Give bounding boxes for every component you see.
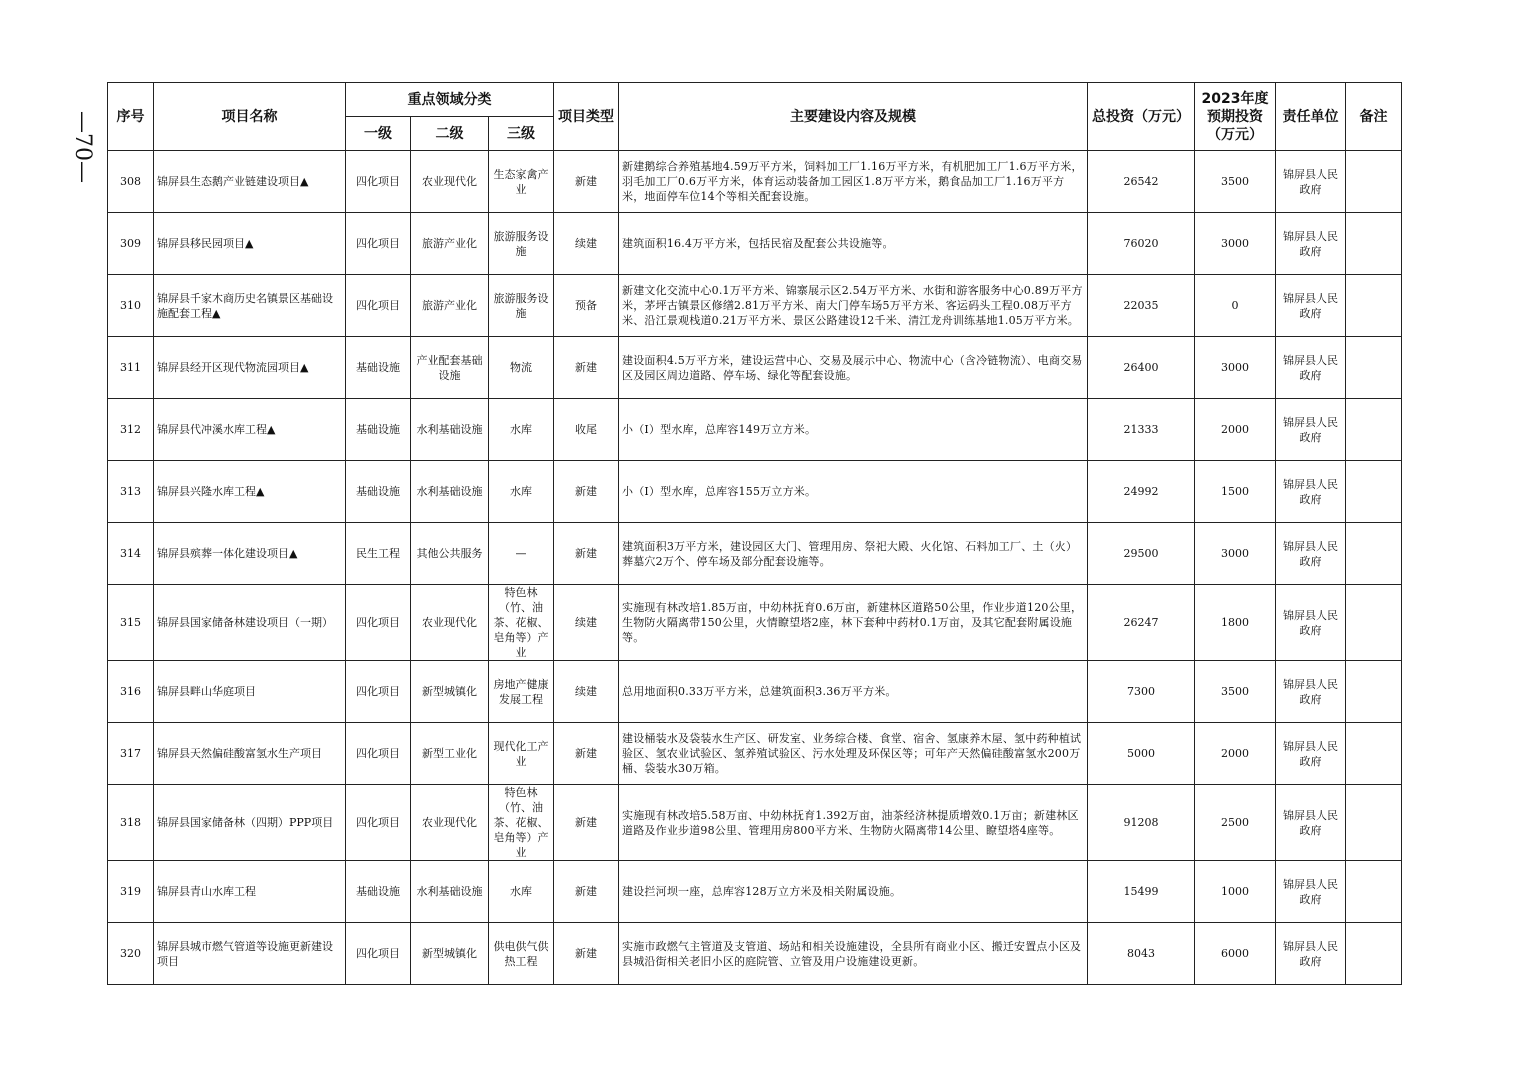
cell-name: 锦屏县移民园项目▲ bbox=[154, 213, 346, 275]
header-level2: 二级 bbox=[411, 117, 489, 151]
cell-seq: 316 bbox=[108, 661, 154, 723]
table-row bbox=[108, 275, 1402, 337]
cell-content: 实施现有林改培5.58万亩、中幼林抚育1.392万亩，油茶经济林提质增效0.1万亩；新建林区道路及作业步道98公里、管理用房800平方米、生物防火隔离带14公里、瞭望塔4座等。 bbox=[619, 785, 1088, 861]
cell-level3: 生态家禽产业 bbox=[489, 151, 554, 213]
cell-level3: 房地产健康发展工程 bbox=[489, 661, 554, 723]
cell-type: 预备 bbox=[554, 275, 619, 337]
cell-planned: 2000 bbox=[1195, 399, 1276, 461]
cell-level3: 物流 bbox=[489, 337, 554, 399]
cell-total: 7300 bbox=[1088, 661, 1195, 723]
cell-level2: 新型工业化 bbox=[411, 723, 489, 785]
cell-level1: 基础设施 bbox=[346, 461, 411, 523]
cell-level1: 四化项目 bbox=[346, 213, 411, 275]
cell-total: 8043 bbox=[1088, 923, 1195, 985]
header-type: 项目类型 bbox=[554, 83, 619, 151]
cell-content: 实施现有林改培1.85万亩，中幼林抚育0.6万亩，新建林区道路50公里，作业步道120公里，生物防火隔离带150公里，火情瞭望塔2座，林下套种中药材0.1万亩，及其它配套附属设施等。 bbox=[619, 585, 1088, 661]
cell-level2: 旅游产业化 bbox=[411, 213, 489, 275]
table-body bbox=[108, 151, 1402, 985]
cell-content: 实施市政燃气主管道及支管道、场站和相关设施建设，全县所有商业小区、搬迁安置点小区及县城沿街相关老旧小区的庭院管、立管及用户设施建设更新。 bbox=[619, 923, 1088, 985]
cell-seq: 308 bbox=[108, 151, 154, 213]
cell-content: 建筑面积16.4万平方米，包括民宿及配套公共设施等。 bbox=[619, 213, 1088, 275]
cell-remark bbox=[1346, 785, 1402, 861]
cell-total: 29500 bbox=[1088, 523, 1195, 585]
cell-seq: 315 bbox=[108, 585, 154, 661]
cell-name: 锦屏县国家储备林建设项目（一期） bbox=[154, 585, 346, 661]
cell-type: 续建 bbox=[554, 661, 619, 723]
cell-remark bbox=[1346, 661, 1402, 723]
header-seq: 序号 bbox=[108, 83, 154, 151]
cell-seq: 310 bbox=[108, 275, 154, 337]
cell-level3: 旅游服务设施 bbox=[489, 213, 554, 275]
cell-content: 建设桶装水及袋装水生产区、研发室、业务综合楼、食堂、宿舍、氢康养木屋、氢中药种植试验区、氢农业试验区、氢养殖试验区、污水处理及环保区等；可年产天然偏硅酸富氢水200万桶、袋装水30万箱。 bbox=[619, 723, 1088, 785]
cell-unit: 锦屏县人民政府 bbox=[1276, 337, 1346, 399]
table-row bbox=[108, 337, 1402, 399]
cell-planned: 3000 bbox=[1195, 337, 1276, 399]
cell-remark bbox=[1346, 213, 1402, 275]
cell-total: 76020 bbox=[1088, 213, 1195, 275]
cell-name: 锦屏县国家储备林（四期）PPP项目 bbox=[154, 785, 346, 861]
cell-remark bbox=[1346, 337, 1402, 399]
cell-level2: 产业配套基础设施 bbox=[411, 337, 489, 399]
cell-total: 15499 bbox=[1088, 861, 1195, 923]
cell-level3: 特色林（竹、油茶、花椒、皂角等）产业 bbox=[489, 585, 554, 661]
cell-planned: 6000 bbox=[1195, 923, 1276, 985]
table-row bbox=[108, 785, 1402, 861]
cell-unit: 锦屏县人民政府 bbox=[1276, 661, 1346, 723]
cell-level3: 供电供气供热工程 bbox=[489, 923, 554, 985]
cell-seq: 311 bbox=[108, 337, 154, 399]
cell-total: 91208 bbox=[1088, 785, 1195, 861]
table-row bbox=[108, 661, 1402, 723]
cell-seq: 317 bbox=[108, 723, 154, 785]
cell-level1: 四化项目 bbox=[346, 151, 411, 213]
cell-level3: 水库 bbox=[489, 461, 554, 523]
cell-level2: 农业现代化 bbox=[411, 785, 489, 861]
cell-level1: 四化项目 bbox=[346, 275, 411, 337]
cell-total: 5000 bbox=[1088, 723, 1195, 785]
header-domain-group: 重点领域分类 bbox=[346, 83, 554, 117]
table-row bbox=[108, 723, 1402, 785]
cell-unit: 锦屏县人民政府 bbox=[1276, 585, 1346, 661]
table-row bbox=[108, 151, 1402, 213]
cell-content: 新建文化交流中心0.1万平方米、锦寨展示区2.54万平方米、水街和游客服务中心0.89万平方米，茅坪古镇景区修缮2.81万平方米、南大门停车场5万平方米、客运码头工程0.08万平方米、沿江景观栈道0.21万平方米、景区公路建设12千米、清江龙舟训练基地1.05万平方米。 bbox=[619, 275, 1088, 337]
cell-name: 锦屏县生态鹅产业链建设项目▲ bbox=[154, 151, 346, 213]
table-row bbox=[108, 399, 1402, 461]
cell-type: 新建 bbox=[554, 461, 619, 523]
cell-total: 26542 bbox=[1088, 151, 1195, 213]
cell-level3: 水库 bbox=[489, 399, 554, 461]
table-row bbox=[108, 213, 1402, 275]
cell-level2: 其他公共服务 bbox=[411, 523, 489, 585]
cell-unit: 锦屏县人民政府 bbox=[1276, 785, 1346, 861]
cell-level2: 农业现代化 bbox=[411, 585, 489, 661]
cell-planned: 1500 bbox=[1195, 461, 1276, 523]
cell-remark bbox=[1346, 151, 1402, 213]
cell-level3: 特色林（竹、油茶、花椒、皂角等）产业 bbox=[489, 785, 554, 861]
header-level1: 一级 bbox=[346, 117, 411, 151]
cell-unit: 锦屏县人民政府 bbox=[1276, 461, 1346, 523]
cell-seq: 313 bbox=[108, 461, 154, 523]
cell-level3: — bbox=[489, 523, 554, 585]
cell-planned: 0 bbox=[1195, 275, 1276, 337]
cell-name: 锦屏县天然偏硅酸富氢水生产项目 bbox=[154, 723, 346, 785]
table-row bbox=[108, 861, 1402, 923]
cell-content: 建筑面积3万平方米，建设园区大门、管理用房、祭祀大殿、火化馆、石料加工厂、土（火）葬墓穴2万个、停车场及部分配套设施等。 bbox=[619, 523, 1088, 585]
cell-remark bbox=[1346, 861, 1402, 923]
cell-unit: 锦屏县人民政府 bbox=[1276, 923, 1346, 985]
header-remark: 备注 bbox=[1346, 83, 1402, 151]
table-row bbox=[108, 923, 1402, 985]
cell-seq: 314 bbox=[108, 523, 154, 585]
cell-content: 小（Ⅰ）型水库，总库容149万立方米。 bbox=[619, 399, 1088, 461]
cell-type: 续建 bbox=[554, 213, 619, 275]
cell-total: 22035 bbox=[1088, 275, 1195, 337]
cell-level1: 四化项目 bbox=[346, 661, 411, 723]
cell-planned: 3000 bbox=[1195, 213, 1276, 275]
header-unit: 责任单位 bbox=[1276, 83, 1346, 151]
cell-remark bbox=[1346, 723, 1402, 785]
cell-type: 新建 bbox=[554, 723, 619, 785]
cell-unit: 锦屏县人民政府 bbox=[1276, 723, 1346, 785]
cell-seq: 318 bbox=[108, 785, 154, 861]
cell-total: 21333 bbox=[1088, 399, 1195, 461]
header-planned: 2023年度预期投资（万元） bbox=[1195, 83, 1276, 151]
header-content: 主要建设内容及规模 bbox=[619, 83, 1088, 151]
cell-planned: 1000 bbox=[1195, 861, 1276, 923]
cell-seq: 309 bbox=[108, 213, 154, 275]
cell-unit: 锦屏县人民政府 bbox=[1276, 275, 1346, 337]
cell-level3: 旅游服务设施 bbox=[489, 275, 554, 337]
cell-total: 26247 bbox=[1088, 585, 1195, 661]
cell-content: 建设面积4.5万平方米，建设运营中心、交易及展示中心、物流中心（含冷链物流）、电商交易区及园区周边道路、停车场、绿化等配套设施。 bbox=[619, 337, 1088, 399]
cell-name: 锦屏县殡葬一体化建设项目▲ bbox=[154, 523, 346, 585]
project-table bbox=[107, 82, 1402, 985]
cell-unit: 锦屏县人民政府 bbox=[1276, 151, 1346, 213]
cell-remark bbox=[1346, 523, 1402, 585]
cell-level1: 四化项目 bbox=[346, 585, 411, 661]
cell-planned: 3000 bbox=[1195, 523, 1276, 585]
cell-seq: 319 bbox=[108, 861, 154, 923]
cell-level1: 基础设施 bbox=[346, 399, 411, 461]
cell-level1: 基础设施 bbox=[346, 337, 411, 399]
cell-level2: 新型城镇化 bbox=[411, 661, 489, 723]
header-total: 总投资（万元） bbox=[1088, 83, 1195, 151]
cell-level2: 新型城镇化 bbox=[411, 923, 489, 985]
cell-seq: 320 bbox=[108, 923, 154, 985]
table-row bbox=[108, 523, 1402, 585]
cell-name: 锦屏县畔山华庭项目 bbox=[154, 661, 346, 723]
cell-remark bbox=[1346, 585, 1402, 661]
cell-name: 锦屏县城市燃气管道等设施更新建设项目 bbox=[154, 923, 346, 985]
cell-level1: 四化项目 bbox=[346, 923, 411, 985]
cell-level2: 水利基础设施 bbox=[411, 461, 489, 523]
cell-level2: 旅游产业化 bbox=[411, 275, 489, 337]
cell-unit: 锦屏县人民政府 bbox=[1276, 399, 1346, 461]
table-header bbox=[108, 83, 1402, 151]
cell-remark bbox=[1346, 275, 1402, 337]
cell-content: 建设拦河坝一座，总库容128万立方米及相关附属设施。 bbox=[619, 861, 1088, 923]
cell-type: 新建 bbox=[554, 523, 619, 585]
table-row bbox=[108, 585, 1402, 661]
cell-level2: 水利基础设施 bbox=[411, 861, 489, 923]
cell-type: 新建 bbox=[554, 923, 619, 985]
cell-type: 新建 bbox=[554, 151, 619, 213]
cell-level3: 水库 bbox=[489, 861, 554, 923]
cell-content: 小（Ⅰ）型水库，总库容155万立方米。 bbox=[619, 461, 1088, 523]
cell-name: 锦屏县千家木商历史名镇景区基础设施配套工程▲ bbox=[154, 275, 346, 337]
cell-name: 锦屏县青山水库工程 bbox=[154, 861, 346, 923]
cell-level2: 水利基础设施 bbox=[411, 399, 489, 461]
cell-content: 新建鹅综合养殖基地4.59万平方米，饲料加工厂1.16万平方米，有机肥加工厂1.6万平方米，羽毛加工厂0.6万平方米，体育运动装备加工园区1.8万平方米，鹅食品加工厂1.16万平方米，地面停车位14个等相关配套设施。 bbox=[619, 151, 1088, 213]
cell-type: 新建 bbox=[554, 337, 619, 399]
cell-unit: 锦屏县人民政府 bbox=[1276, 523, 1346, 585]
cell-total: 26400 bbox=[1088, 337, 1195, 399]
cell-type: 新建 bbox=[554, 785, 619, 861]
cell-planned: 1800 bbox=[1195, 585, 1276, 661]
page-number: —70— bbox=[70, 111, 95, 183]
header-name: 项目名称 bbox=[154, 83, 346, 151]
table-row bbox=[108, 461, 1402, 523]
cell-seq: 312 bbox=[108, 399, 154, 461]
cell-remark bbox=[1346, 399, 1402, 461]
cell-planned: 2000 bbox=[1195, 723, 1276, 785]
cell-total: 24992 bbox=[1088, 461, 1195, 523]
header-level3: 三级 bbox=[489, 117, 554, 151]
cell-content: 总用地面积0.33万平方米，总建筑面积3.36万平方米。 bbox=[619, 661, 1088, 723]
cell-level1: 四化项目 bbox=[346, 723, 411, 785]
cell-planned: 3500 bbox=[1195, 151, 1276, 213]
cell-type: 续建 bbox=[554, 585, 619, 661]
cell-remark bbox=[1346, 923, 1402, 985]
cell-planned: 2500 bbox=[1195, 785, 1276, 861]
cell-name: 锦屏县代冲溪水库工程▲ bbox=[154, 399, 346, 461]
cell-type: 收尾 bbox=[554, 399, 619, 461]
cell-remark bbox=[1346, 461, 1402, 523]
cell-name: 锦屏县兴隆水库工程▲ bbox=[154, 461, 346, 523]
cell-level1: 民生工程 bbox=[346, 523, 411, 585]
cell-name: 锦屏县经开区现代物流园项目▲ bbox=[154, 337, 346, 399]
cell-unit: 锦屏县人民政府 bbox=[1276, 861, 1346, 923]
cell-planned: 3500 bbox=[1195, 661, 1276, 723]
cell-type: 新建 bbox=[554, 861, 619, 923]
cell-level2: 农业现代化 bbox=[411, 151, 489, 213]
cell-unit: 锦屏县人民政府 bbox=[1276, 213, 1346, 275]
cell-level1: 四化项目 bbox=[346, 785, 411, 861]
cell-level1: 基础设施 bbox=[346, 861, 411, 923]
cell-level3: 现代化工产业 bbox=[489, 723, 554, 785]
